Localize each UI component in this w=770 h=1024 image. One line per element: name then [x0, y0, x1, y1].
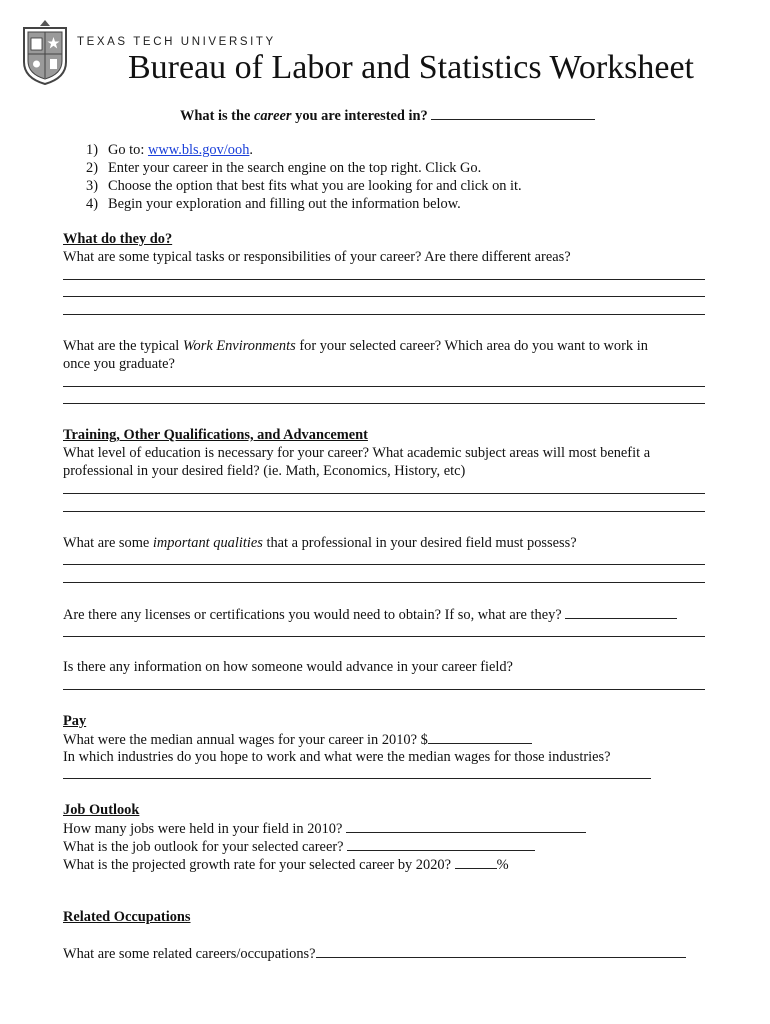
question-work-environments-line2: once you graduate?	[63, 356, 175, 372]
question-jobs-held	[63, 819, 586, 838]
question-emphasis: Work Environments	[182, 338, 296, 354]
career-question-suffix: you are interested in?	[291, 108, 432, 124]
question-text: What are the typical	[63, 338, 183, 354]
section-heading-what-do-they-do: What do they do?	[63, 231, 173, 247]
step-number: 1)	[86, 142, 98, 158]
career-question-emphasis: career	[253, 108, 292, 124]
step-4	[86, 195, 461, 213]
question-text: What is the projected growth rate for your selected career by 2020?	[63, 857, 455, 873]
heading-text: Related Occupations	[63, 909, 191, 925]
step-1	[86, 141, 253, 159]
answer-line[interactable]	[63, 493, 705, 494]
answer-line[interactable]	[63, 314, 705, 315]
percent-sign: %	[496, 857, 509, 873]
question-median-wages	[63, 730, 532, 749]
bls-ooh-link[interactable]: www.bls.gov/ooh	[147, 142, 250, 158]
answer-line[interactable]	[63, 778, 651, 779]
question-important-qualities	[63, 534, 577, 552]
question-text: What are some related careers/occupations?	[63, 946, 316, 962]
answer-line[interactable]	[63, 689, 705, 690]
question-text: What is the job outlook for your selected career?	[63, 839, 348, 855]
answer-line[interactable]	[63, 636, 705, 637]
wage-answer-line[interactable]	[428, 730, 532, 744]
question-licenses	[63, 605, 677, 624]
question-text: What are some	[63, 535, 153, 551]
answer-line[interactable]	[63, 386, 705, 387]
step-2	[86, 159, 481, 177]
answer-line[interactable]	[63, 564, 705, 565]
answer-line[interactable]	[63, 582, 705, 583]
career-question-prefix: What is the	[180, 108, 254, 124]
step-number: 3)	[86, 178, 98, 194]
question-education-line1: What level of education is necessary for your career? What academic subject areas will most benefit a	[63, 445, 651, 461]
answer-line[interactable]	[63, 296, 705, 297]
question-text: What were the median annual wages for your career in 2010? $	[63, 732, 428, 748]
university-seal-logo	[20, 18, 70, 86]
step-punct: .	[249, 142, 253, 158]
question-education-line2: professional in your desired field? (ie. Math, Economics, History, etc)	[63, 463, 466, 479]
university-name: TEXAS TECH UNIVERSITY	[77, 36, 276, 48]
page-title: Bureau of Labor and Statistics Worksheet	[128, 49, 694, 86]
related-careers-answer-line[interactable]	[316, 944, 686, 958]
question-advancement: Is there any information on how someone would advance in your career field?	[63, 659, 513, 675]
section-heading-training: Training, Other Qualifications, and Advancement	[63, 427, 368, 443]
step-text: Enter your career in the search engine on the top right. Click Go.	[108, 160, 482, 176]
career-answer-line[interactable]	[431, 106, 595, 120]
step-number: 4)	[86, 196, 98, 212]
question-work-environments	[63, 337, 648, 355]
step-number: 2)	[86, 160, 98, 176]
step-text: Begin your exploration and filling out the information below.	[108, 196, 461, 212]
question-related-careers	[63, 944, 686, 963]
answer-line[interactable]	[63, 511, 705, 512]
step-text: Go to:	[108, 142, 148, 158]
licenses-answer-line[interactable]	[565, 605, 677, 619]
question-text: for your selected career? Which area do you want to work in	[295, 338, 648, 354]
question-text: How many jobs were held in your field in 2010?	[63, 821, 346, 837]
question-text: Are there any licenses or certifications you would need to obtain? If so, what are they?	[63, 607, 566, 623]
growth-rate-answer-line[interactable]	[455, 855, 497, 869]
answer-line[interactable]	[63, 403, 705, 404]
question-job-outlook	[63, 837, 535, 856]
jobs-held-answer-line[interactable]	[346, 819, 586, 833]
section-heading-pay: Pay	[63, 713, 87, 729]
section-heading-related-occupations	[63, 908, 191, 926]
answer-line[interactable]	[63, 279, 705, 280]
question-growth-rate	[63, 855, 509, 874]
question-industries: In which industries do you hope to work and what were the median wages for those industries?	[63, 749, 611, 765]
job-outlook-answer-line[interactable]	[347, 837, 535, 851]
question-emphasis: important qualities	[152, 535, 263, 551]
career-question	[180, 106, 595, 125]
section-heading-job-outlook: Job Outlook	[63, 802, 140, 818]
question-typical-tasks: What are some typical tasks or responsibilities of your career? Are there different areas?	[63, 249, 571, 265]
question-text: that a professional in your desired field must possess?	[262, 535, 577, 551]
step-3	[86, 177, 522, 195]
step-text: Choose the option that best fits what you are looking for and click on it.	[108, 178, 522, 194]
